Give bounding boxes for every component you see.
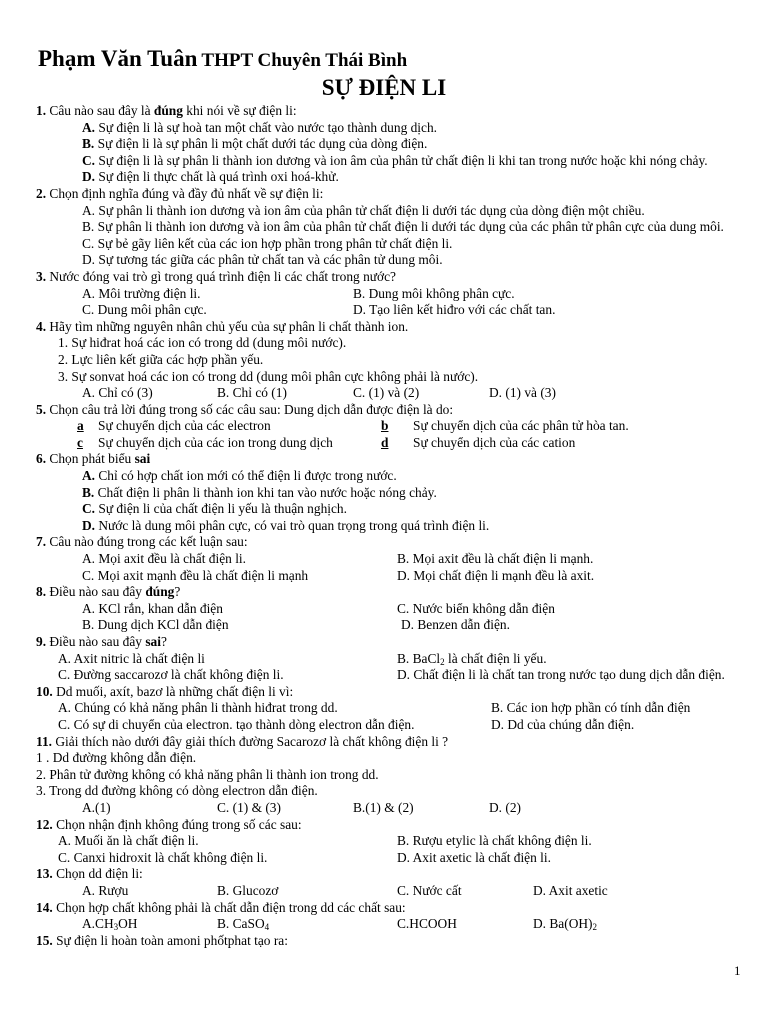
question-number: 10. [36,683,57,699]
question-number: 12. [36,816,57,832]
text-run: C. Nước biển không dẫn điện [397,600,555,616]
line-text [36,186,323,203]
text-line [0,103,768,120]
text-run: C. Mọi axit mạnh đều là chất điện li mạnh [82,567,309,583]
subscript-text: 3 [113,922,119,933]
answer-option [489,800,521,817]
line-text [36,402,453,419]
document-title: SỰ ĐIỆN LI [321,75,447,100]
text-line [0,734,768,751]
line-text [36,634,167,651]
text-run: A. [82,119,96,135]
line-text [36,584,180,601]
text-run: Câu nào sau đây là [49,103,154,118]
text-run: 3. Trong dd đường không có dòng electron dẫn điện. [36,783,318,799]
question-number: 6. [36,451,50,467]
text-line [0,169,768,186]
text-run: Chất điện li phân li thành ion khi tan vào nước hoặc nóng chảy. [94,484,437,500]
text-line [0,153,768,170]
text-run: b [381,418,389,434]
text-run: Sự điện li thực chất là quá trình oxi hoá-khử. [95,169,339,185]
text-run: Điều nào sau đây [49,584,146,600]
text-run: Dd muối, axít, bazơ là những chất điện li vì: [56,683,294,699]
text-run: B.(1) & (2) [353,799,414,815]
text-line [0,850,768,867]
answer-option [397,568,594,585]
line-text [82,601,223,618]
text-line [0,335,768,352]
answer-option [397,833,592,850]
subscript-text: 2 [440,656,445,667]
subscript-text: 2 [592,922,597,933]
text-run: D. Tạo liên kết hiđro với các chất tan. [353,302,556,318]
text-line [0,817,768,834]
text-run: Sự chuyển dịch của các electron [98,418,271,434]
text-run: Sự chuyển dịch của các phân tử hòa tan. [413,418,629,434]
text-run: C.HCOOH [397,916,457,932]
answer-option [98,418,271,435]
text-line [0,518,768,535]
line-text [82,800,111,817]
question-number: 15. [36,932,57,948]
text-line [0,667,768,684]
text-line [0,551,768,568]
text-run: A. Rượu [82,882,129,898]
line-text [82,120,437,137]
line-text [82,219,724,236]
text-line [0,418,768,435]
answer-option [217,883,278,900]
answer-option [413,435,575,452]
text-line [0,219,768,236]
text-line [0,451,768,468]
line-text [36,900,406,917]
line-text [58,667,284,684]
text-line [0,369,768,386]
line-text [36,750,196,767]
answer-option [217,800,281,817]
text-run: D. Mọi chất điện li mạnh đều là axit. [397,567,595,583]
text-run: 1. Sự hiđrat hoá các ion có trong dd (dung môi nước). [58,335,347,351]
text-run: Sự điện li là sự phân li một chất dưới tác dụng của dòng điện. [94,136,428,152]
text-line [0,833,768,850]
text-run: C. Có sự di chuyển của electron. tạo thành dòng electron dẫn điện. [58,716,415,732]
line-text [82,617,229,634]
text-run: A. Chúng có khả năng phân li thành hiđrat trong dd. [58,700,338,716]
answer-option [491,700,690,717]
text-run: B. BaCl [397,650,441,666]
text-run: D. [82,169,96,185]
line-text [58,651,205,668]
text-run: Chọn câu trả lời đúng trong số các câu sau: Dung dịch dẫn được điện là do: [49,401,454,417]
line-text [58,700,338,717]
text-line [0,651,768,668]
text-run: C. Sự bẻ gãy liên kết của các ion hợp phần trong phân tử chất điện li. [82,235,453,251]
text-run: B. [82,484,95,500]
text-line [0,136,768,153]
subscript-text: 4 [264,922,270,933]
text-line [0,286,768,303]
line-text [36,684,293,701]
answer-option [489,385,556,402]
text-line [0,700,768,717]
question-number: 14. [36,899,57,915]
text-run: B. Dung dịch KCl dẫn điện [82,617,229,633]
answer-option [533,916,597,933]
page-number: 1 [734,963,741,978]
line-text [82,551,246,568]
text-line [0,883,768,900]
text-run: B. Rượu etylic là chất không điện li. [397,833,592,849]
line-text [58,833,199,850]
text-line [0,302,768,319]
answer-option [353,385,419,402]
text-run: d [381,434,389,450]
text-run: đúng [153,103,183,118]
text-run: đúng [145,584,175,600]
line-text [82,286,200,303]
text-run: Chọn dd điện li: [56,866,143,882]
text-run: là chất điện li yếu. [444,650,547,666]
question-number: 11. [36,733,56,749]
answer-option [397,850,551,867]
text-run: D. Dd của chúng dẫn điện. [491,716,635,732]
text-run: Chọn phát biểu [49,451,135,467]
answer-option [397,883,462,900]
text-line [0,485,768,502]
text-run: B. Dung môi không phân cực. [353,285,515,301]
text-run: Giải thích nào dưới đây giải thích đường Sacarozơ là chất không điện li ? [55,733,449,749]
text-line [0,916,768,933]
line-text [58,335,346,352]
line-text [36,269,396,286]
text-run: sai [134,451,151,467]
line-text [58,850,267,867]
text-run: C. Canxi hidroxit là chất không điện li. [58,849,268,865]
text-run: B. Glucozơ [217,882,279,898]
line-text [82,501,347,518]
text-run: C. (1) và (2) [353,385,420,401]
text-run: 2. Phân tử đường không có khả năng phân li thành ion trong dd. [36,766,379,782]
question-list [0,103,768,949]
answer-option [353,800,414,817]
line-text [58,369,478,386]
line-text [77,418,84,435]
line-text [82,153,708,170]
text-run: D. [82,517,96,533]
line-text [82,169,339,186]
line-text [82,518,489,535]
text-run: A. KCl rắn, khan dẫn điện [82,600,223,616]
text-run: Hãy tìm những nguyên nhân chủ yếu của sự phân li chất thành ion. [49,318,409,334]
line-text [82,385,153,402]
line-text [82,302,207,319]
answer-option [98,435,333,452]
question-number: 4. [36,318,50,334]
question-number: 2. [36,185,50,201]
text-run: Sự điện li là sự phân li thành ion dương và ion âm của phân tử chất điện li khi tan trong nước hoặc khi nóng chảy. [95,152,708,168]
text-line [0,601,768,618]
text-run: Chọn hợp chất không phải là chất dẫn điện trong dd các chất sau: [56,899,406,915]
text-run: 1 . Dd đường không dẫn điện. [36,750,197,766]
text-line [0,468,768,485]
text-run: Chọn định nghĩa đúng và đầy đủ nhất về sự điện li: [49,185,324,201]
line-text [36,866,143,883]
answer-option [397,551,593,568]
text-line [0,120,768,137]
school-name: THPT Chuyên Thái Bình [201,50,408,71]
text-line [0,900,768,917]
text-run: B. Mọi axit đều là chất điện li mạnh. [397,551,594,567]
line-text [77,435,83,452]
text-run: B. [82,136,95,152]
text-line [0,767,768,784]
line-text [82,236,452,253]
text-line [0,385,768,402]
text-run: ? [174,584,181,600]
text-line [0,252,768,269]
line-text [36,319,408,336]
line-text [82,252,443,269]
answer-option [397,667,725,684]
text-run: Điều nào sau đây [49,634,146,649]
text-run: B. Các ion hợp phần có tính dẫn điện [491,700,691,716]
text-line [0,236,768,253]
answer-option [353,302,555,319]
text-run: Sự chuyển dịch của các cation [413,434,576,450]
text-line [0,584,768,601]
text-run: Câu nào đúng trong các kết luận sau: [49,534,248,550]
text-line [0,783,768,800]
text-line [0,617,768,634]
line-text [36,734,448,751]
answer-option [397,651,547,668]
text-run: D. Benzen dẫn điện. [401,617,510,633]
line-text [36,767,379,784]
line-text [36,783,318,800]
line-text [58,352,263,369]
text-line [0,933,768,950]
text-run: C. [82,152,96,168]
text-line [0,203,768,220]
answer-option [491,717,634,734]
text-run: Chọn nhận định không đúng trong số các sau: [56,816,302,832]
text-run: Sự điện li hoàn toàn amoni phốtphat tạo ra: [56,932,288,948]
text-run: Sự điện li của chất điện li yếu là thuận nghịch. [95,501,347,517]
text-run: OH [118,916,138,932]
text-line [0,186,768,203]
line-text [58,717,414,734]
text-run: A. Chỉ có (3) [82,385,153,401]
text-run: Nước là dung môi phân cực, có vai trò quan trọng trong quá trình điện li. [95,517,490,533]
line-text [36,817,302,834]
line-text [82,203,645,220]
text-run: Nước đóng vai trò gì trong quá trình điện li các chất trong nước? [49,268,396,284]
question-number: 7. [36,534,50,550]
text-run: A.(1) [82,799,111,815]
text-line [0,634,768,651]
document-header [38,46,407,72]
text-run: A. Mọi axit đều là chất điện li. [82,551,246,567]
text-run: A. Axit nitric là chất điện li [58,650,205,666]
answer-option [397,916,457,933]
text-run: Sự chuyển dịch của các ion trong dung dịch [98,434,333,450]
answer-option [413,418,629,435]
text-run: A. Muối ăn là chất điện li. [58,833,199,849]
text-run: 3. Sự sonvat hoá các ion có trong dd (dung môi phân cực không phải là nước). [58,368,479,384]
text-run: A. [82,468,96,484]
text-run: D. Ba(OH) [533,916,593,932]
text-run: c [77,434,83,450]
text-run: B. Sự phân li thành ion dương và ion âm của phân tử chất điện li dưới tác dụng của các phân tử phân cực của dung môi. [82,219,724,235]
answer-option [381,435,388,452]
answer-option [217,385,287,402]
text-run: D. (1) và (3) [489,385,556,401]
question-number: 13. [36,866,57,882]
author-name: Phạm Văn Tuân [38,46,198,71]
answer-option [217,916,269,933]
question-number: 8. [36,584,50,600]
answer-option [533,883,608,900]
text-run: D. Axit axetic [533,882,608,898]
text-run: D. Chất điện li là chất tan trong nước tạo dung dịch dẫn điện. [397,667,725,683]
answer-option [353,286,515,303]
text-run: C. Dung môi phân cực. [82,302,207,318]
text-line [0,435,768,452]
text-line [0,800,768,817]
answer-option [401,617,510,634]
text-run: A. Sự phân li thành ion dương và ion âm của phân tử chất điện li dưới tác dụng của dòng điện một chiều. [82,202,645,218]
line-text [36,103,297,120]
text-line [0,717,768,734]
line-text [82,883,128,900]
text-run: Sự điện li là sự hoà tan một chất vào nước tạo thành dung dịch. [95,119,438,135]
text-run: D. (2) [489,799,521,815]
line-text [36,534,248,551]
question-number: 9. [36,634,50,649]
text-line [0,501,768,518]
answer-option [381,418,388,435]
text-run: C. (1) & (3) [217,799,281,815]
text-run: D. Axit axetic là chất điện li. [397,849,551,865]
text-line [0,269,768,286]
text-line [0,750,768,767]
question-number: 1. [36,103,50,118]
text-run: B. Chỉ có (1) [217,385,287,401]
text-run: A.CH [82,916,114,932]
text-line [0,534,768,551]
text-line [0,568,768,585]
text-run: A. Môi trường điện li. [82,285,201,301]
text-run: C. Nước cất [397,882,462,898]
line-text [82,468,397,485]
line-text [82,568,308,585]
text-run: Chỉ có hợp chất ion mới có thể điện li được trong nước. [95,468,397,484]
text-run: khi nói về sự điện li: [182,103,297,118]
line-text [36,451,150,468]
text-line [0,319,768,336]
text-line [0,402,768,419]
text-run: D. Sự tương tác giữa các phân tử chất tan và các phân tử dung môi. [82,252,443,268]
line-text [36,933,288,950]
text-run: C. Đường saccarozơ là chất không điện li. [58,667,284,683]
text-run: B. CaSO [217,916,265,932]
text-run: 2. Lực liên kết giữa các hợp phần yếu. [58,351,264,367]
text-run: ? [160,634,167,649]
line-text [82,136,427,153]
text-run: C. [82,501,96,517]
line-text [82,916,137,933]
line-text [82,485,437,502]
text-run: a [77,418,84,434]
answer-option [397,601,555,618]
text-line [0,352,768,369]
text-run: sai [145,634,161,649]
text-line [0,684,768,701]
text-line [0,866,768,883]
question-number: 5. [36,401,50,417]
question-number: 3. [36,268,50,284]
